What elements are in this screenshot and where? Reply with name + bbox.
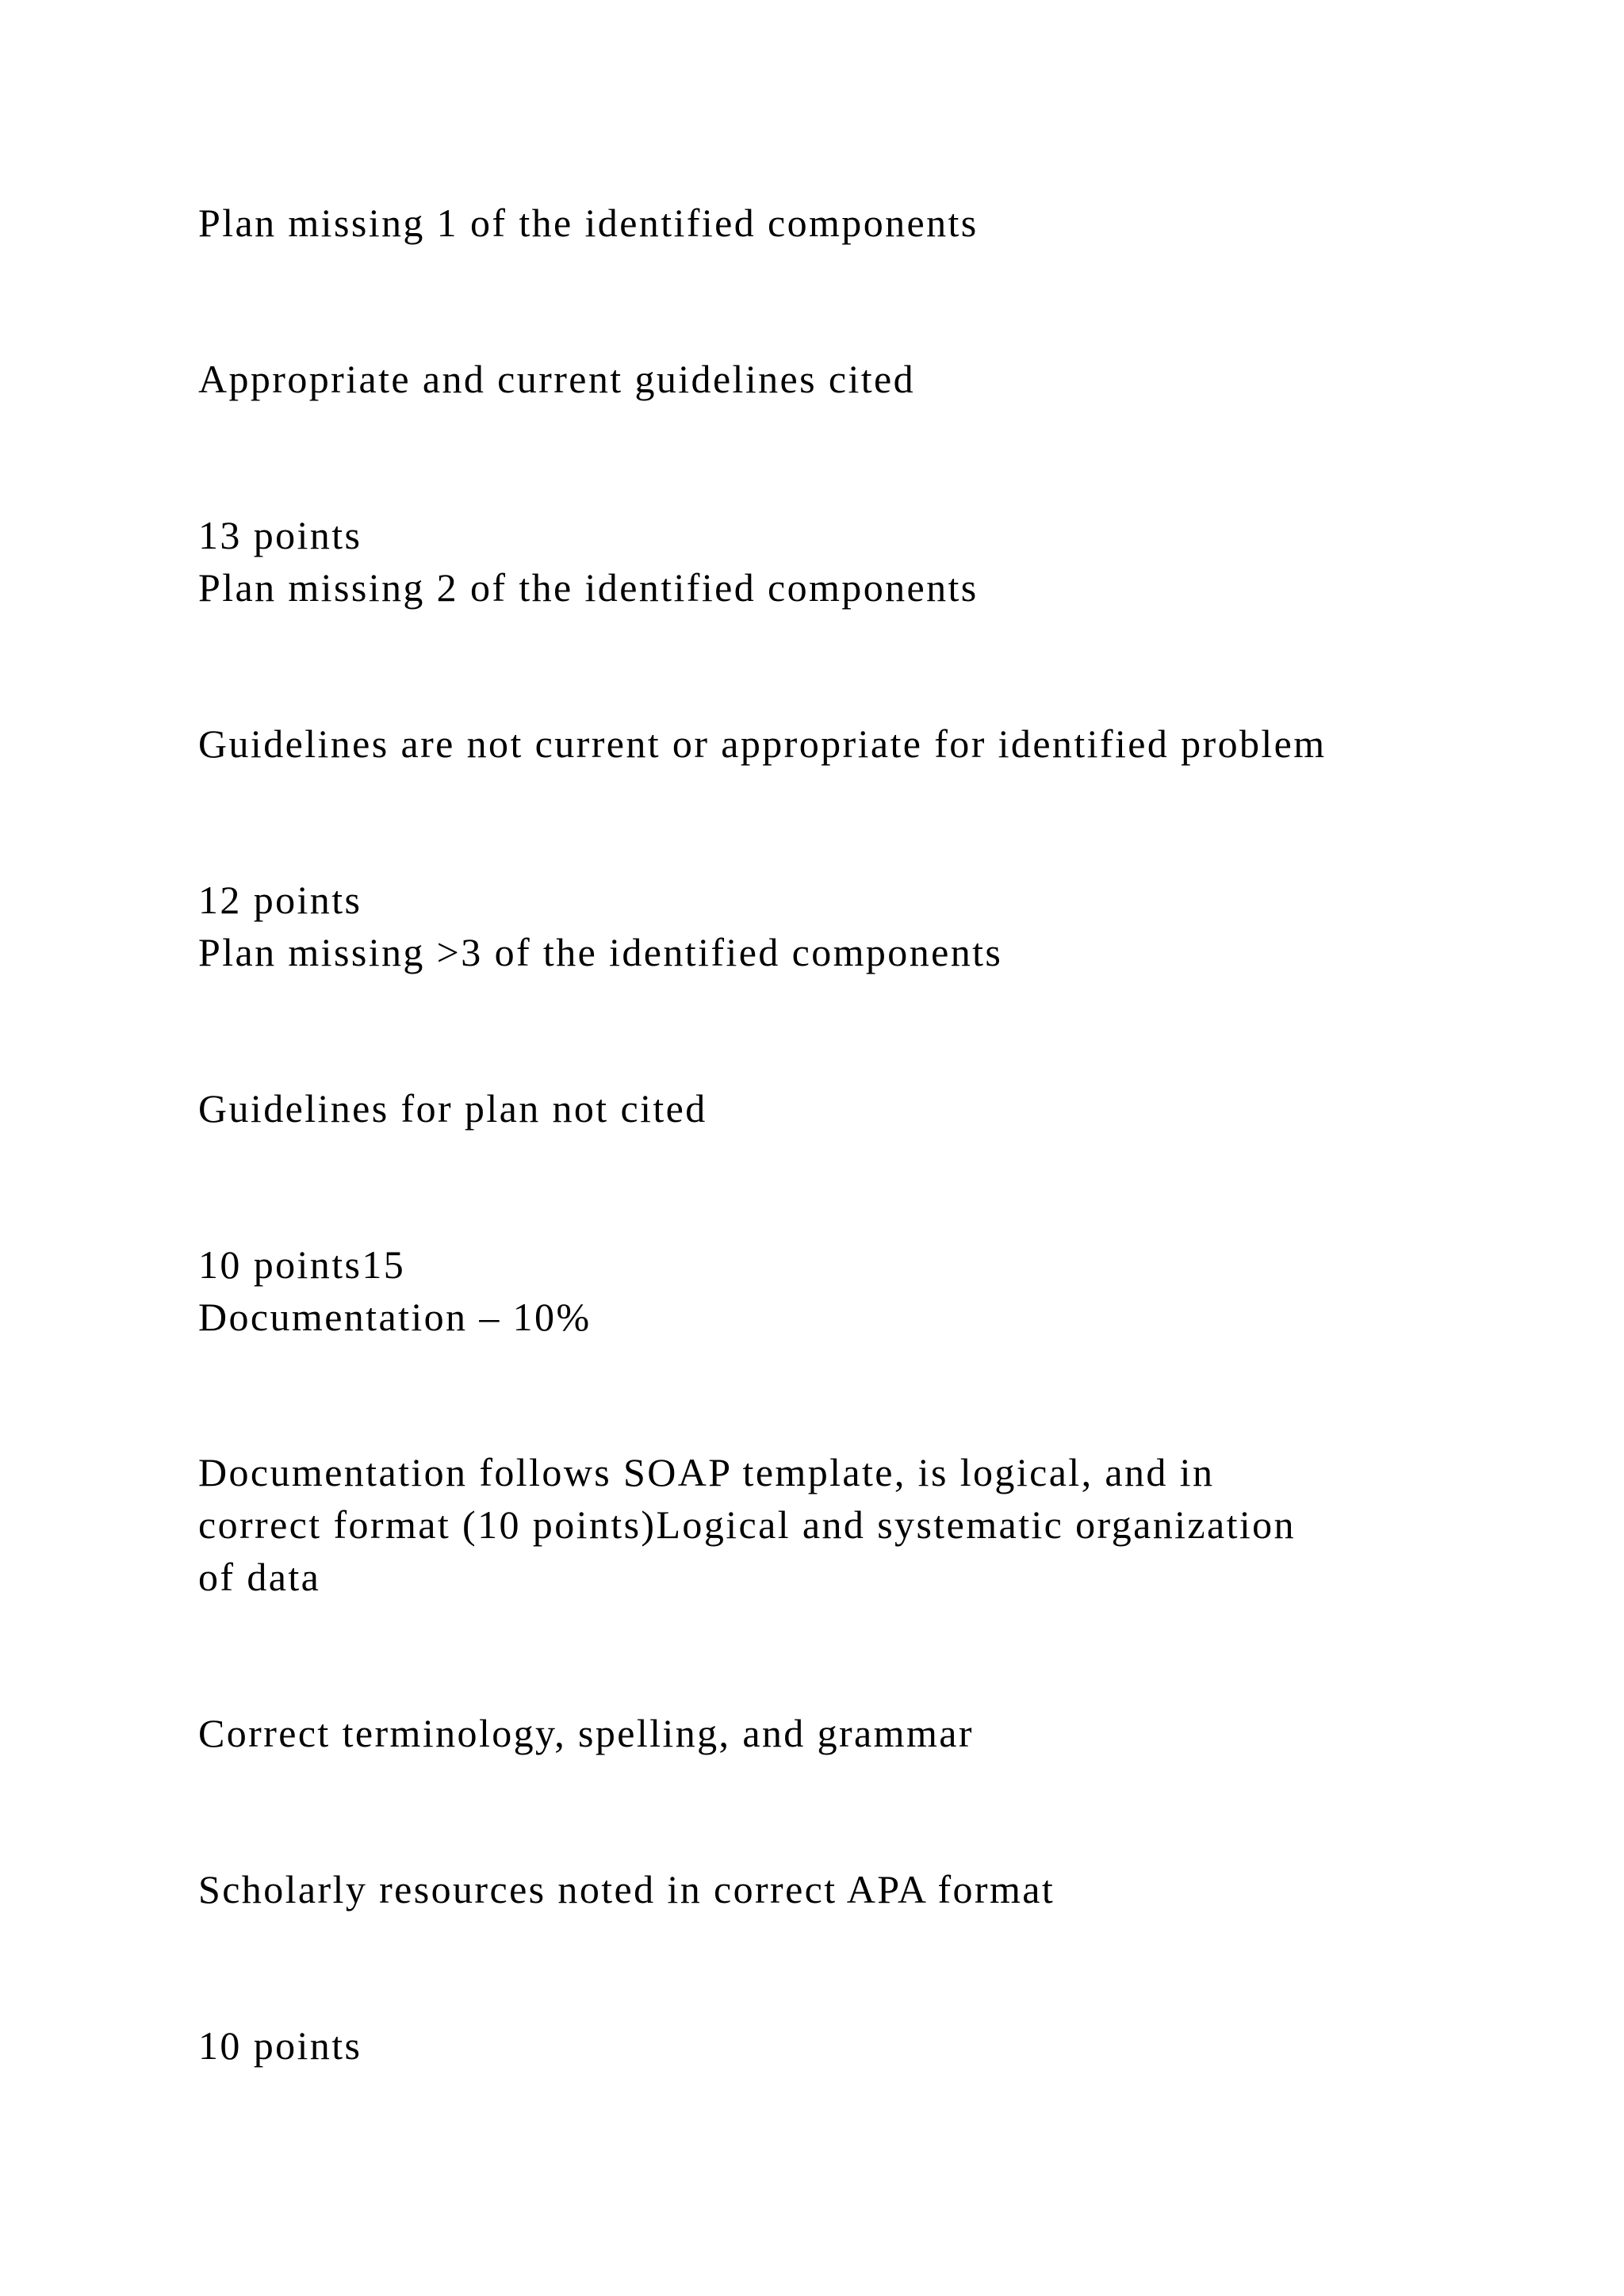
text-line-guidelines-cited: Appropriate and current guidelines cited [198, 357, 916, 401]
text-line-apa-format: Scholarly resources noted in correct APA format [198, 1867, 1055, 1911]
text-line-13-points: 13 points [198, 513, 362, 557]
text-line-soap-1: Documentation follows SOAP template, is logical, and in [198, 1450, 1215, 1494]
text-line-plan-missing-2: Plan missing 2 of the identified components [198, 565, 979, 610]
text-line-12-points: 12 points [198, 878, 362, 922]
text-line-documentation-heading: Documentation – 10% [198, 1295, 592, 1339]
text-line-10-points: 10 points [198, 2023, 362, 2068]
text-line-soap-2: correct format (10 points)Logical and systematic organization [198, 1502, 1296, 1547]
text-line-terminology: Correct terminology, spelling, and grammar [198, 1711, 974, 1755]
text-line-plan-missing-3: Plan missing >3 of the identified components [198, 930, 1003, 974]
text-line-guidelines-not-current: Guidelines are not current or appropriate for identified problem [198, 721, 1327, 766]
text-line-guidelines-not-cited: Guidelines for plan not cited [198, 1086, 707, 1131]
text-line-soap-3: of data [198, 1555, 321, 1599]
text-line-10-points-15: 10 points15 [198, 1242, 406, 1287]
text-line-plan-missing-1: Plan missing 1 of the identified components [198, 201, 979, 245]
